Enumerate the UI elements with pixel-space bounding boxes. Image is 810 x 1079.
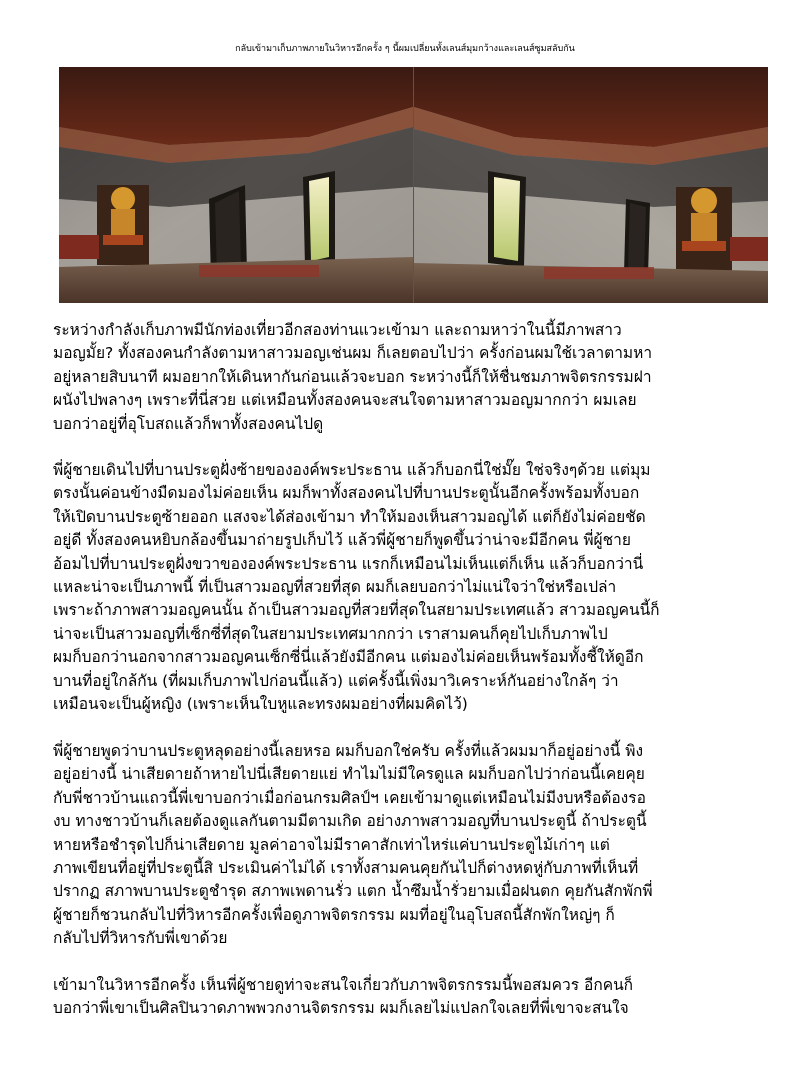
paragraph-line: ผู้ชายก็ชวนกลับไปที่วิหารอีกครั้งเพื่อดูภาพจิตรกรรม ผมที่อยู่ในอุโบสถนี้สักพักใหญ่ๆ ก็ [53,905,615,924]
paragraph-line: อยู่อย่างนี้ น่าเสียดายถ้าหายไปนี่เสียดายแย่ ทำไมไม่มีใครดูแล ผมก็บอกไปว่าก่อนนี้เคยคุย [53,765,645,784]
paragraph-2 [53,459,773,716]
paragraph-line: อยู่หลายสิบนาที ผมอยากให้เดินหากันก่อนแล้วจะบอก ระหว่างนี้ก็ให้ชื่นชมภาพจิตรกรรมฝา [53,367,652,386]
right-panel-zoom [414,67,768,303]
paragraph-line: ผนังไปพลางๆ เพราะที่นี่สวย แต่เหมือนทั้งสองคนจะสนใจตามหาสาวมอญมากกว่า ผมเลย [53,391,637,410]
photo-caption: กลับเข้ามาเก็บภาพภายในวิหารอีกครั้ง ๆ นี้ผมเปลี่ยนทั้งเลนส์มุมกว้างและเลนส์ซูมสลับกัน [235,44,575,54]
paragraph-line: กับพี่ชาวบ้านแถวนี้พี่เขาบอกว่าเมื่อก่อนกรมศิลป์ฯ เคยเข้ามาดูแต่เหมือนไม่มีงบหรือต้องรอ [53,788,646,807]
paragraph-line: อ้อมไปที่บานประตูฝั่งขวาขององค์พระประธาน แรกก็เหมือนไม่เห็นแต่ก็เห็น แล้วก็บอกว่านี่ [53,554,644,573]
paragraph-line: พี่ผู้ชายพูดว่าบานประตูหลุดอย่างนี้เลยหรอ ผมก็บอกใช่ครับ ครั้งที่แล้วผมมาก็อยู่อย่างนี้ พิง [53,742,644,760]
paragraph-line: ตรงนั้นค่อนข้างมืดมองไม่ค่อยเห็น ผมก็พาทั้งสองคนไปที่บานประตูนั้นอีกครั้งพร้อมทั้งบอก [53,484,640,503]
paragraph-line: พี่ผู้ชายเดินไปที่บานประตูฝั่งซ้ายขององค์พระประธาน แล้วก็บอกนี่ใช่มั๊ย ใช่จริงๆด้วย แต่มุม [53,461,651,479]
paragraph-line: แหละน่าจะเป็นภาพนี้ ที่เป็นสาวมอญที่สวยที่สุด ผมก็เลยบอกว่าไม่แน่ใจว่าใช่หรือเปล่า [53,578,617,597]
paragraph-line: มอญมั้ย? ทั้งสองคนกำลังตามหาสาวมอญเช่นผม ก็เลยตอบไปว่า ครั้งก่อนผมใช้เวลาตามหา [53,344,653,363]
paragraph-line: อยู่ดี ทั้งสองคนหยิบกล้องขึ้นมาถ่ายรูปเก็บไว้ แล้วพี่ผู้ชายก็พูดขึ้นว่าน่าจะมีอีกคน พี่ผู้ชาย [53,531,631,550]
paragraph-line: บอกว่าพี่เขาเป็นศิลปินวาดภาพพวกงานจิตรกรรม ผมก็เลยไม่แปลกใจเลยที่พี่เขาจะสนใจ [53,999,629,1018]
paragraph-3 [53,740,773,951]
paragraph-line: ให้เปิดบานประตูซ้ายออก แสงจะได้ส่องเข้ามา ทำให้มองเห็นสาวมอญได้ แต่ก็ยังไม่ค่อยชัด [53,507,646,526]
paragraph-line: กลับไปที่วิหารกับพี่เขาด้วย [53,929,228,948]
paragraph-line: เข้ามาในวิหารอีกครั้ง เห็นพี่ผู้ชายดูท่าจะสนใจเกี่ยวกับภาพจิตรกรรมนี้พอสมควร อีกคนก็ [53,976,634,994]
paragraph-line: ปรากฏ สภาพบานประตูชำรุด สภาพเพดานรั่ว แตก น้ำซึมน้ำรั่วยามเมื่อฝนตก คุยกันสักพักพี่ [53,882,653,901]
paragraph-line: บานที่อยู่ใกล้กัน (ที่ผมเก็บภาพไปก่อนนี้แล้ว) แต่ครั้งนี้เพิ่งมาวิเคราะห์กันอย่างใกล้ๆ ว่า [53,671,619,690]
paragraph-line: ภาพเขียนที่อยู่ที่ประตูนี้สิ ประเมินค่าไม่ได้ เราทั้งสามคนคุยกันไปก็ต่างหดหู่กับภาพที่เห็นที่ [53,859,639,878]
paragraph-line: น่าจะเป็นสาวมอญที่เซ็กซี่ที่สุดในสยามประเทศมากกว่า เราสามคนก็คุยไปเก็บภาพไป [53,624,608,643]
paragraph-line: บอกว่าอยู่ที่อุโบสถแล้วก็พาทั้งสองคนไปดู [53,414,324,433]
left-panel-wide-angle [59,67,413,303]
paragraph-line: หายหรือชำรุดไปก็น่าเสียดาย มูลค่าอาจไม่มีราคาสักเท่าไหร่แค่บานประตูไม้เก่าๆ แต่ [53,835,610,854]
paragraph-4 [53,974,773,1021]
paragraph-line: ระหว่างกำลังเก็บภาพมีนักท่องเที่ยวอีกสองท่านแวะเข้ามา และถามหาว่าในนี้มีภาพสาว [53,321,622,339]
temple-interior-photo [59,67,768,303]
paragraph-1 [53,319,773,436]
paragraph-line: ผมก็บอกว่านอกจากสาวมอญคนเซ็กซี่นี่แล้วยังมีอีกคน แต่มองไม่ค่อยเห็นพร้อมทั้งชี้ให้ดูอีก [53,648,644,667]
paragraph-line: เหมือนจะเป็นผู้หญิง (เพราะเห็นใบหูและทรงผมอย่างที่ผมคิดไว้) [53,695,468,714]
paragraph-line: เพราะถ้าภาพสาวมอญคนนั้น ถ้าเป็นสาวมอญที่สวยที่สุดในสยามประเทศแล้ว สาวมอญคนนี้ก็ [53,601,660,620]
paragraph-line: งบ ทางชาวบ้านก็เลยต้องดูแลกันตามมีตามเกิด อย่างภาพสาวมอญที่บานประตูนี้ ถ้าประตูนี้ [53,812,647,831]
